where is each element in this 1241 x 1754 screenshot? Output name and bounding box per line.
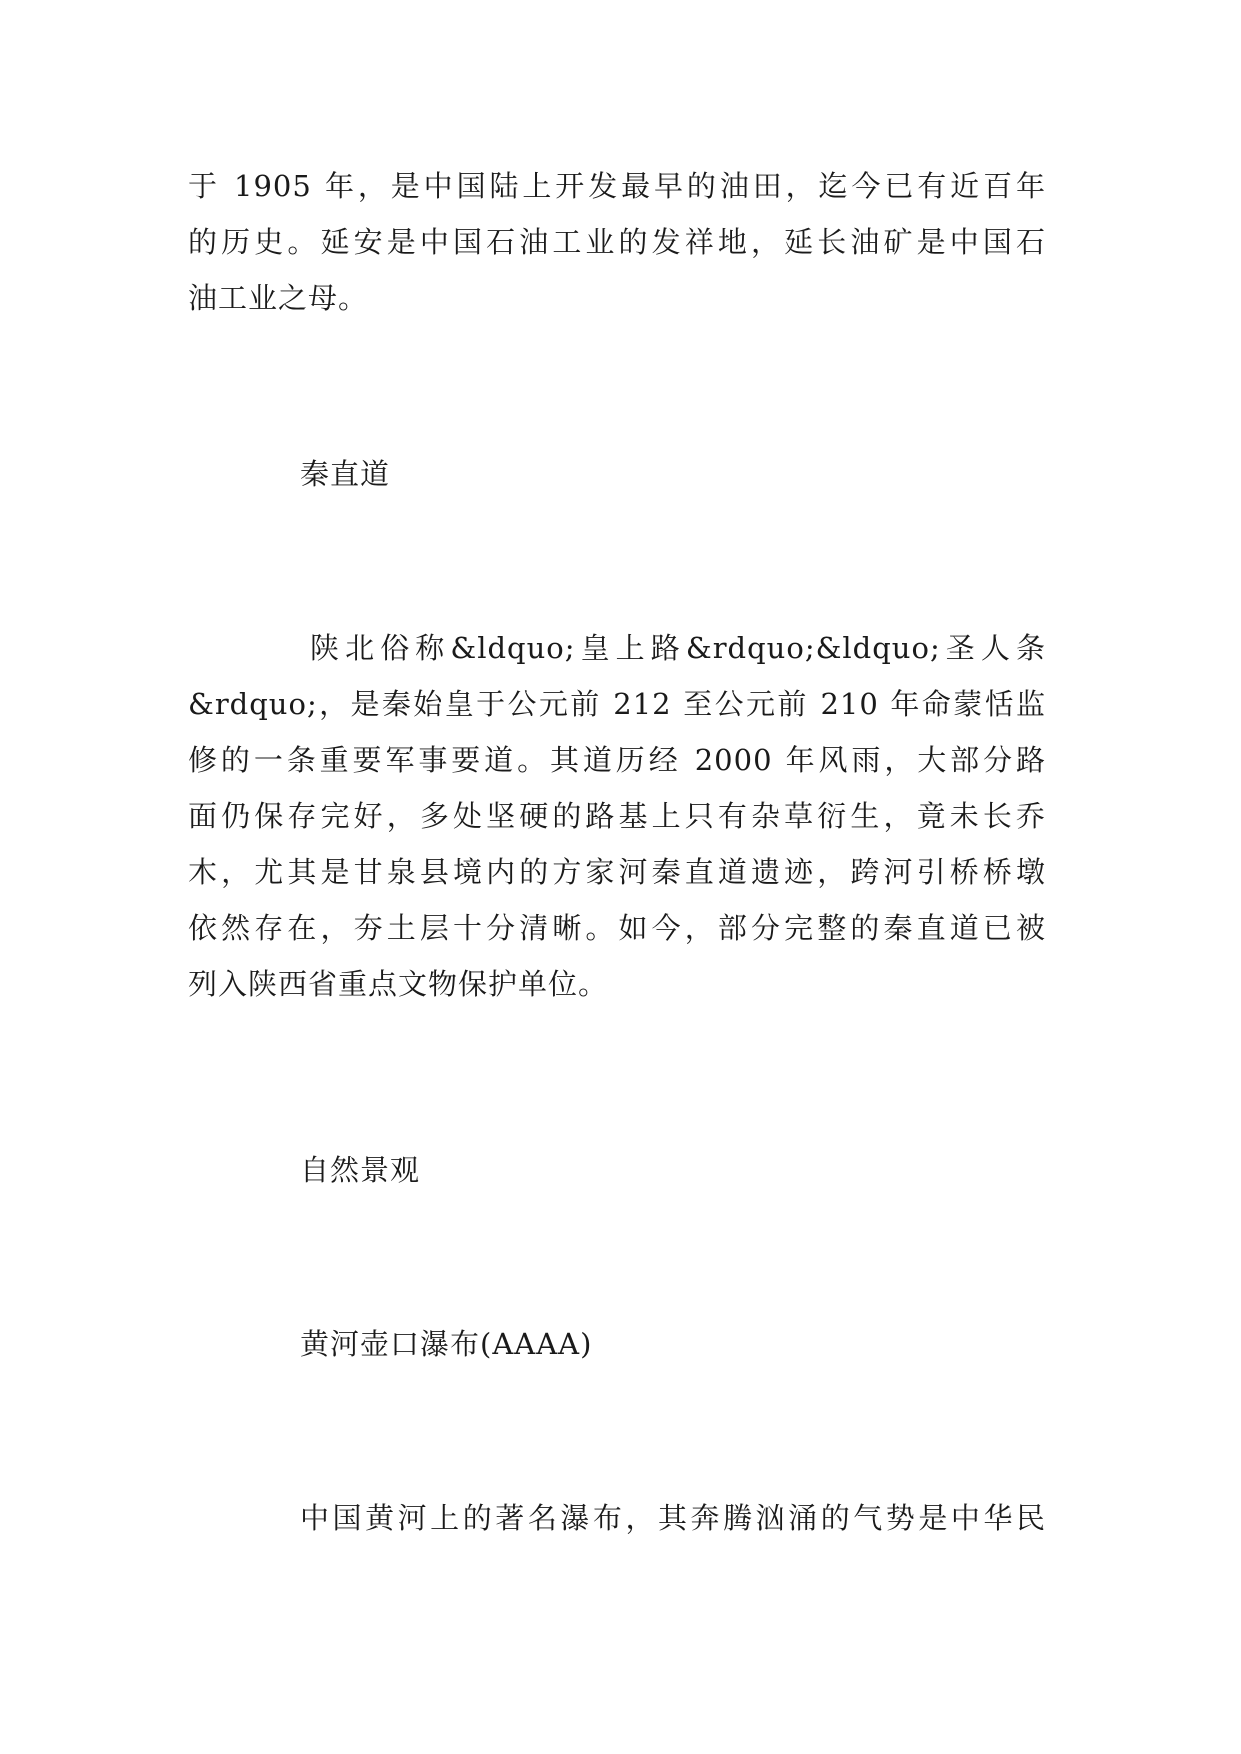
paragraph-line: 油工业之母。 xyxy=(188,281,369,315)
paragraph-line: 木，尤其是甘泉县境内的方家河秦直道遗迹，跨河引桥桥墩 xyxy=(188,855,1046,889)
paragraph-line: 中国黄河上的著名瀑布，其奔腾汹涌的气势是中华民 xyxy=(300,1501,1046,1535)
paragraph-line: &rdquo;，是秦始皇于公元前 212 至公元前 210 年命蒙恬监 xyxy=(188,687,1046,721)
paragraph-line: 的历史。延安是中国石油工业的发祥地，延长油矿是中国石 xyxy=(188,225,1046,259)
paragraph-line: 修的一条重要军事要道。其道历经 2000 年风雨，大部分路 xyxy=(188,743,1046,777)
paragraph-line: 于 1905 年，是中国陆上开发最早的油田，迄今已有近百年 xyxy=(188,169,1046,203)
paragraph-line: 陕北俗称&ldquo;皇上路&rdquo;&ldquo;圣人条 xyxy=(310,631,1046,665)
paragraph-line: 列入陕西省重点文物保护单位。 xyxy=(188,967,609,1001)
paragraph-line: 面仍保存完好，多处坚硬的路基上只有杂草衍生，竟未长乔 xyxy=(188,799,1046,833)
section-heading: 秦直道 xyxy=(300,457,391,491)
subsection-heading: 黄河壶口瀑布(AAAA) xyxy=(300,1327,593,1361)
paragraph-line: 依然存在，夯土层十分清晰。如今，部分完整的秦直道已被 xyxy=(188,911,1046,945)
section-heading: 自然景观 xyxy=(300,1153,421,1187)
